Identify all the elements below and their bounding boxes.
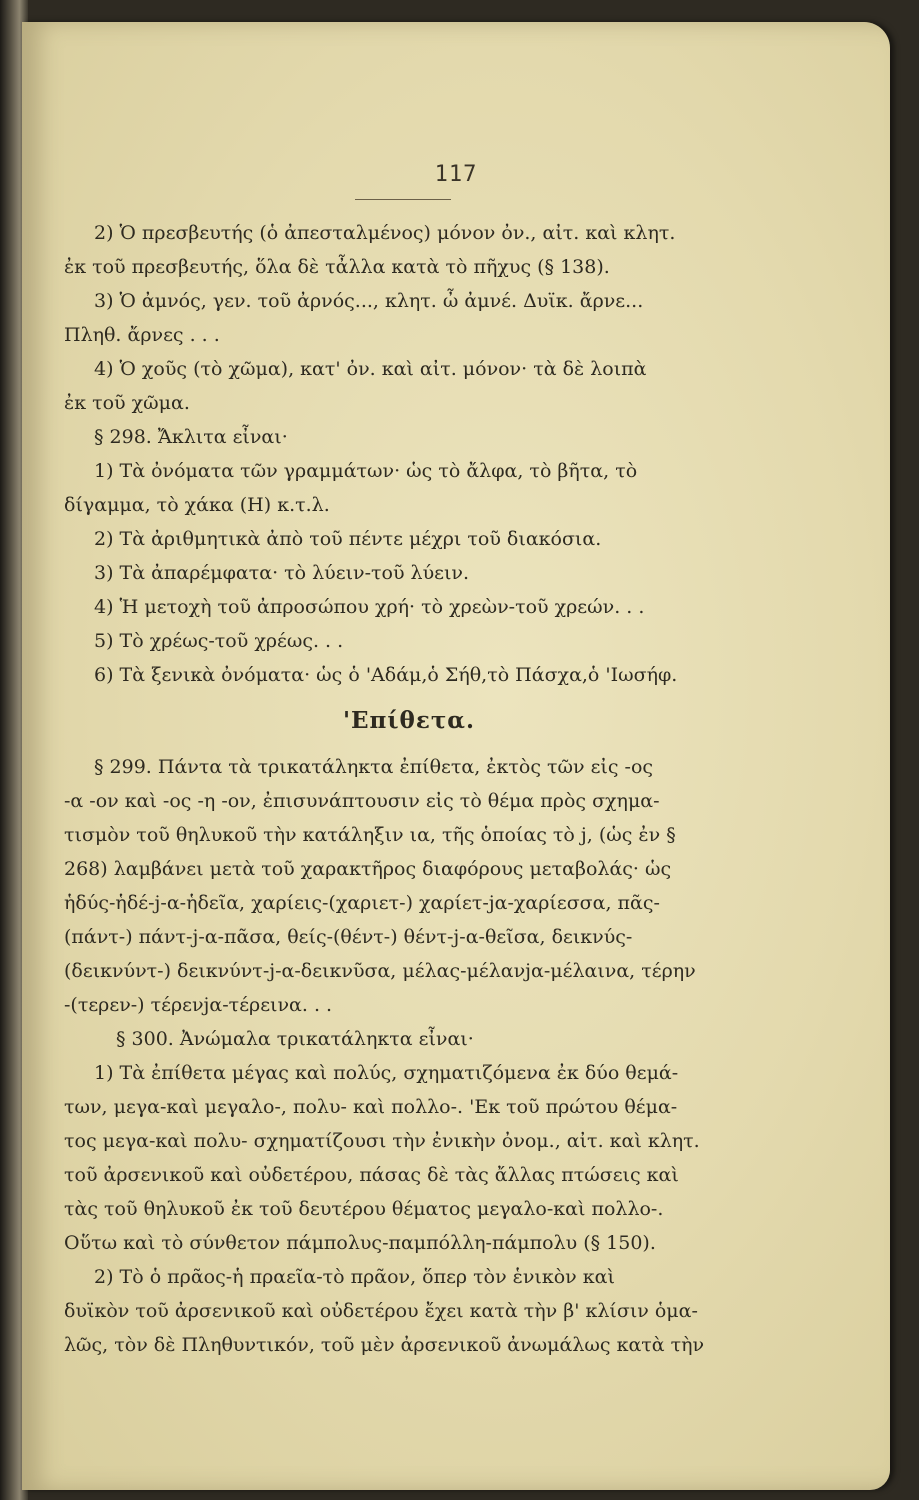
text-line: 6) Τὰ ξενικὰ ὀνόματα· ὡς ὁ 'Αδάμ,ὁ Σήθ,τὸ Πάσχα,ὁ 'Ιωσήφ.: [94, 664, 678, 686]
section-298-title: § 298. Ἄκλιτα εἶναι·: [94, 426, 288, 448]
text-line: 2) Τὰ ἀριθμητικὰ ἀπὸ τοῦ πέντε μέχρι τοῦ διακόσια.: [94, 528, 602, 550]
text-line: δίγαμμα, τὸ χάκα (Η) κ.τ.λ.: [64, 494, 330, 516]
text-line: των, μεγα-καὶ μεγαλο-, πολυ- καὶ πολλο-. 'Εκ τοῦ πρώτου θέμα-: [64, 1096, 678, 1118]
section-heading: 'Επίθετα.: [342, 707, 476, 734]
text-line: -α -ον καὶ -ος -η -ον, ἐπισυνάπτουσιν εἰς τὸ θέμα πρὸς σχημα-: [64, 790, 660, 812]
text-line: λῶς, τὸν δὲ Πληθυντικόν, τοῦ μὲν ἀρσενικοῦ ἀνωμάλως κατὰ τὴν: [64, 1334, 705, 1356]
text-line: Πληθ. ἄρνες . . .: [64, 324, 220, 346]
text-line: ἡδύς-ἡδέ-j-α-ἡδεῖα, χαρίεις-(χαριετ-) χαρίετ-jα-χαρίεσσα, πᾶς-: [64, 892, 660, 914]
text-line: ἐκ τοῦ χῶμα.: [64, 392, 190, 414]
text-line: 4) Ἡ μετοχὴ τοῦ ἀπροσώπου χρή· τὸ χρεὼν-τοῦ χρεών. . .: [94, 596, 645, 618]
section-300-title: § 300. Ἀνώμαλα τρικατάληκτα εἶναι·: [116, 1028, 474, 1050]
text-line: ἐκ τοῦ πρεσβευτής, ὅλα δὲ τἆλλα κατὰ τὸ πῆχυς (§ 138).: [64, 256, 610, 278]
section-299-start: § 299. Πάντα τὰ τρικατάληκτα ἐπίθετα, ἐκτὸς τῶν εἰς -ος: [94, 756, 654, 778]
text-line: δυϊκὸν τοῦ ἀρσενικοῦ καὶ οὐδετέρου ἔχει κατὰ τὴν β' κλίσιν ὁμα-: [64, 1300, 698, 1322]
text-line: 4) Ὁ χοῦς (τὸ χῶμα), κατ' ὀν. καὶ αἰτ. μόνον· τὰ δὲ λοιπὰ: [94, 358, 647, 380]
text-line: (δεικνύντ-) δεικνύντ-j-α-δεικνῦσα, μέλας-μέλανjα-μέλαινα, τέρην: [64, 960, 696, 982]
text-line: τὰς τοῦ θηλυκοῦ ἐκ τοῦ δευτέρου θέματος μεγαλο-καὶ πολλο-.: [64, 1198, 664, 1220]
text-line: -(τερεν-) τέρενjα-τέρεινα. . .: [64, 994, 333, 1016]
text-line: 2) Ὁ πρεσβευτής (ὁ ἀπεσταλμένος) μόνον ὀν., αἰτ. καὶ κλητ.: [94, 222, 676, 244]
page-text: [64, 216, 754, 1362]
header-rule: [355, 199, 451, 200]
text-line: Οὕτω καὶ τὸ σύνθετον πάμπολυς-παμπόλλη-πάμπολυ (§ 150).: [64, 1232, 656, 1254]
text-line: τος μεγα-καὶ πολυ- σχηματίζουσι τὴν ἐνικὴν ὀνομ., αἰτ. καὶ κλητ.: [64, 1130, 700, 1152]
text-line: 268) λαμβάνει μετὰ τοῦ χαρακτῆρος διαφόρους μεταβολάς· ὡς: [64, 858, 672, 880]
page-number: 117: [434, 162, 478, 187]
text-line: 5) Τὸ χρέως-τοῦ χρέως. . .: [94, 630, 344, 652]
text-line: τισμὸν τοῦ θηλυκοῦ τὴν κατάληξιν ια, τῆς ὁποίας τὸ j, (ὡς ἐν §: [64, 824, 676, 846]
text-line: τοῦ ἀρσενικοῦ καὶ οὐδετέρου, πάσας δὲ τὰς ἄλλας πτώσεις καὶ: [64, 1164, 679, 1186]
text-line: (πάντ-) πάντ-j-α-πᾶσα, θείς-(θέντ-) θέντ-j-α-θεῖσα, δεικνύς-: [64, 926, 633, 948]
text-line: 1) Τὰ ἐπίθετα μέγας καὶ πολύς, σχηματιζόμενα ἐκ δύο θεμά-: [94, 1062, 679, 1084]
text-line: 3) Ὁ ἀμνός, γεν. τοῦ ἀρνός..., κλητ. ὦ ἀμνέ. Δυϊκ. ἄρνε...: [94, 290, 644, 312]
text-line: 2) Τὸ ὁ πρᾶος-ἡ πραεῖα-τὸ πρᾶον, ὅπερ τὸν ἑνικὸν καὶ: [94, 1266, 615, 1288]
text-line: 3) Τὰ ἀπαρέμφατα· τὸ λύειν-τοῦ λύειν.: [94, 562, 470, 584]
page: [22, 22, 890, 1490]
text-line: 1) Τὰ ὀνόματα τῶν γραμμάτων· ὡς τὸ ἄλφα, τὸ βῆτα, τὸ: [94, 460, 638, 482]
